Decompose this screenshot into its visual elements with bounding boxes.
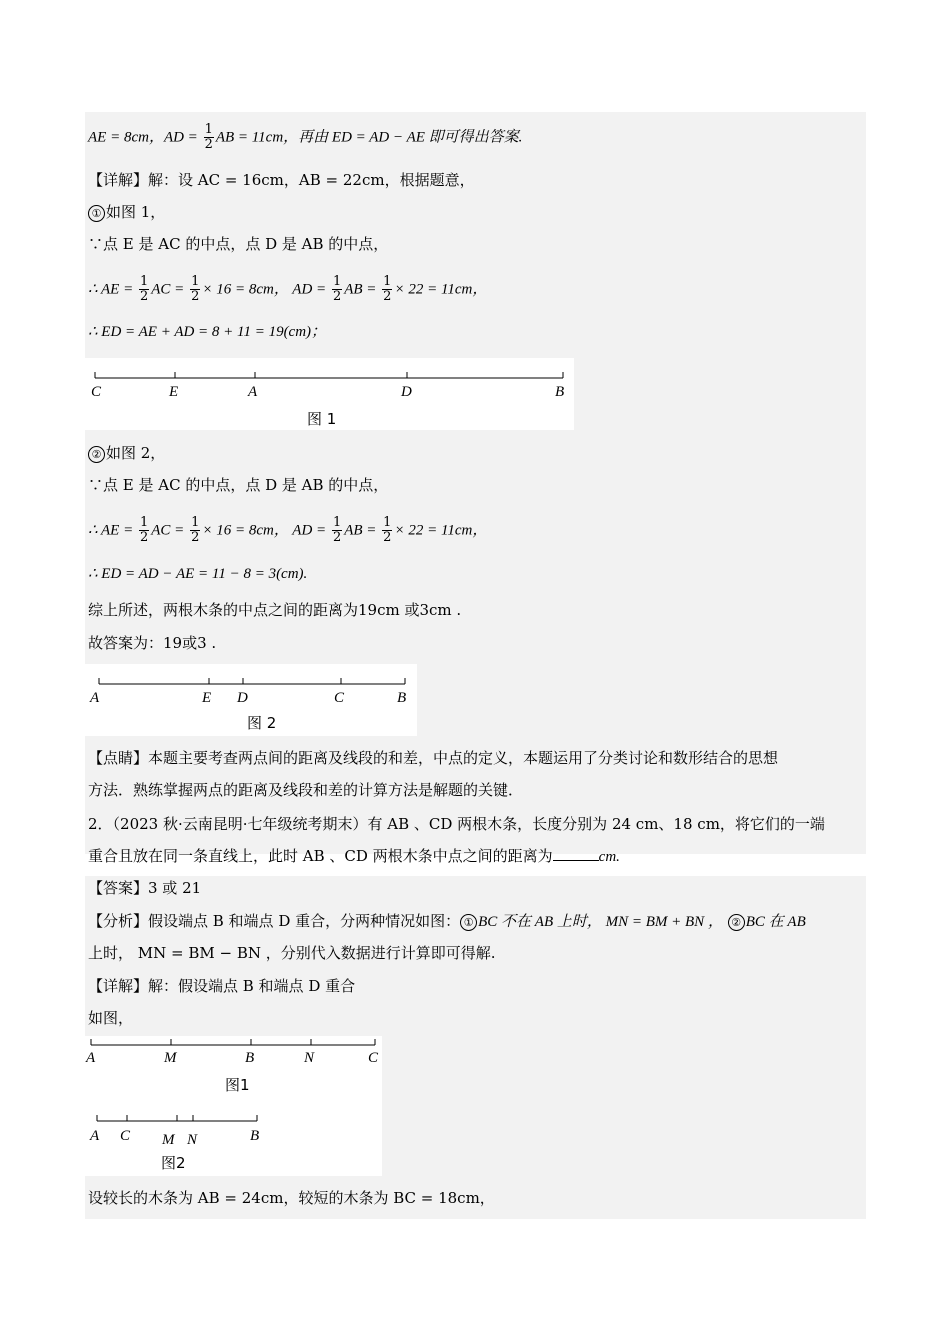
fig4-point-m: M (162, 1132, 175, 1148)
case-1-label: ① 如图 1， (88, 202, 165, 222)
last-line: 设较长的木条为 AB = 24cm，较短的木条为 BC = 18cm， (88, 1189, 495, 1207)
fig4-point-b: B (250, 1128, 260, 1144)
fig1-point-a: A (248, 384, 258, 400)
dianjing-line-2: 方法．熟练掌握两点的距离及线段和差的计算方法是解题的关键． (88, 781, 524, 799)
question-2-line-1: 2．（2023 秋·云南昆明·七年级统考期末）有 AB 、CD 两根木条，长度分别为 24 cm、18 cm，将它们的一端 (88, 815, 825, 833)
line-ae-ad: AE = 8cm，AD = $\frac{1}{2}$ AB = 11cm，再由 ED = AD − AE 即可得出答案. (88, 122, 523, 152)
fig3-point-a: A (86, 1050, 96, 1066)
detail-1: 【详解】解：设 AC = 16cm，AB = 22cm，根据题意， (88, 171, 475, 189)
fig1-point-b: B (555, 384, 565, 400)
detail-2: 【详解】解：假设端点 B 和端点 D 重合 (88, 977, 356, 995)
figure-3-4-svg (85, 1036, 382, 1176)
fig1-point-c: C (91, 384, 102, 400)
ru-tu: 如图， (88, 1009, 134, 1027)
analysis-line-1: 【分析】假设端点 B 和端点 D 重合，分两种情况如图： ① BC 不在 AB 上时， MN = BM + BN ， ② BC 在 AB (88, 912, 806, 930)
figure-2 (85, 664, 417, 736)
answer: 【答案】3 或 21 (88, 879, 202, 897)
fig4-point-a: A (90, 1128, 100, 1144)
fraction: $\frac{1}{2}$ (204, 122, 213, 152)
fig2-point-d: D (237, 690, 248, 706)
equation-3: ∴ AE = $\frac{1}{2}$ AC = $\frac{1}{2}$ × 16 = 8cm， AD = $\frac{1}{2}$ AB = $\frac{1}{2}$ × 22 = 11cm， (88, 515, 488, 545)
figure-1-svg (85, 358, 574, 430)
fig2-point-a: A (90, 690, 100, 706)
fig3-point-m: M (164, 1050, 177, 1066)
summary: 综上所述，两根木条的中点之间的距离为19cm 或3cm . (88, 601, 462, 619)
fig3-point-c: C (368, 1050, 379, 1066)
fig1-caption: 图 1 (307, 410, 337, 428)
question-2-line-2: 重合且放在同一条直线上，此时 AB 、CD 两根木条中点之间的距离为 cm. (88, 847, 620, 865)
fig3-point-b: B (245, 1050, 255, 1066)
fig2-point-c: C (334, 690, 345, 706)
fig4-point-c: C (120, 1128, 131, 1144)
figure-3-4 (85, 1036, 382, 1176)
figure-2-svg (85, 664, 417, 736)
fig1-point-d: D (401, 384, 412, 400)
fig3-caption: 图1 (225, 1076, 250, 1094)
analysis-line-2: 上时， MN = BM − BN ，分别代入数据进行计算即可得解. (88, 944, 496, 962)
since-1: ∵点 E 是 AC 的中点，点 D 是 AB 的中点， (88, 235, 389, 253)
figure-1 (85, 358, 574, 430)
equation-1: ∴ AE = $\frac{1}{2}$ AC = $\frac{1}{2}$ × 16 = 8cm， AD = $\frac{1}{2}$ AB = $\frac{1}{2}$ × 22 = 11cm， (88, 274, 488, 304)
fig4-caption: 图2 (161, 1154, 186, 1172)
final-answer: 故答案为：19或3 . (88, 634, 217, 652)
equation-4: ∴ ED = AD − AE = 11 − 8 = 3(cm). (88, 566, 308, 582)
case-2-label: ② 如图 2， (88, 443, 165, 463)
dianjing-line-1: 【点睛】本题主要考查两点间的距离及线段的和差，中点的定义，本题运用了分类讨论和数形结合的思想 (88, 749, 779, 767)
fig4-point-n: N (187, 1132, 198, 1148)
since-2: ∵点 E 是 AC 的中点，点 D 是 AB 的中点， (88, 476, 389, 494)
fig2-point-e: E (202, 690, 212, 706)
fig3-point-n: N (304, 1050, 315, 1066)
answer-blank (553, 846, 599, 861)
fig2-point-b: B (397, 690, 407, 706)
fig2-caption: 图 2 (247, 714, 277, 732)
fig1-point-e: E (169, 384, 179, 400)
equation-2: ∴ ED = AE + AD = 8 + 11 = 19(cm)； (88, 324, 327, 340)
